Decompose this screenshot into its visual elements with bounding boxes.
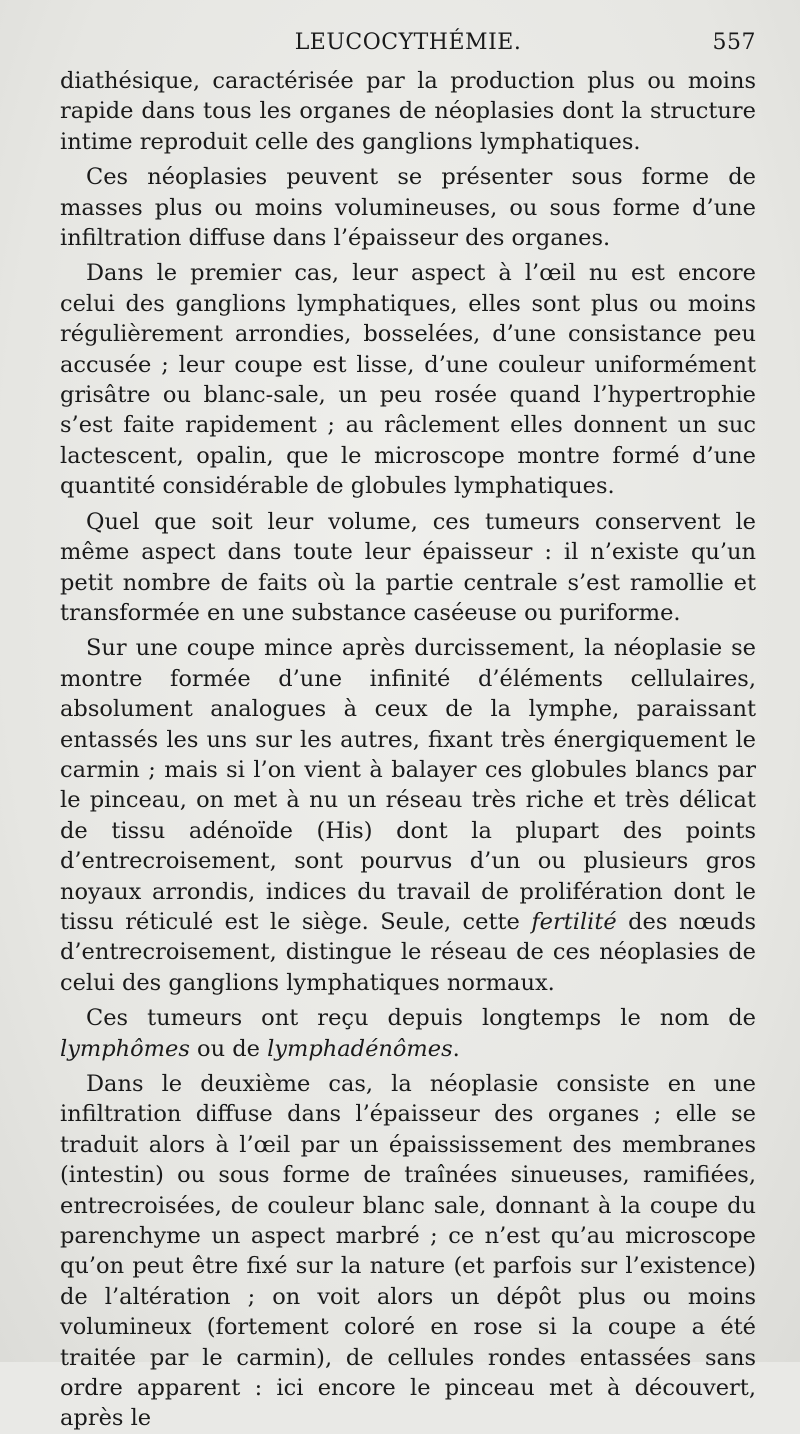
paragraph-6-text-b: ou de	[189, 1035, 268, 1062]
paragraph-5	[60, 633, 756, 998]
paragraph-6-text-c: .	[452, 1035, 460, 1062]
paragraph-6-emphasis-2: lymphadénômes	[267, 1035, 453, 1062]
page-header	[60, 30, 756, 66]
paragraph-3: Dans le premier cas, leur aspect à l’œil nu est encore celui des ganglions lymphatiques, elles sont plus ou moins régulièrement arrondies, bosselées, d’une consistance peu accusée ; leur coupe est lisse, d’une couleur uniformément grisâtre ou blanc-sale, un peu rosée quand l’hypertrophie s’est faite rapidement ; au râclement elles donnent un suc lactescent, opalin, que le microscope montre formé d’une quantité considérable de globules lymphatiques.	[60, 260, 756, 500]
paragraph-7: Dans le deuxième cas, la néoplasie consiste en une infiltration diffuse dans l’épaisseur des organes ; elle se traduit alors à l’œil par un épaississement des membranes (intestin) ou sous forme de traînées sinueuses, ramifiées, entrecroisées, de couleur blanc sale, donnant à la coupe du parenchyme un aspect marbré ; ce n’est qu’au microscope qu’on peut être fixé sur la nature (et parfois sur l’existence) de l’altération ; on voit alors un dépôt plus ou moins volumineux (fortement coloré en rose si la coupe a été traitée par le carmin), de cellules rondes entassées sans ordre apparent : ici encore le pinceau met à découvert, après le	[60, 1071, 756, 1432]
page-number: 557	[712, 30, 756, 55]
paragraph-6	[60, 1003, 756, 1064]
body-text	[60, 66, 756, 1434]
paragraph-4: Quel que soit leur volume, ces tumeurs conservent le même aspect dans toute leur épaisseur : il n’existe qu’un petit nombre de faits où la partie centrale s’est ramollie et transformée en une substance caséeuse ou puriforme.	[60, 508, 756, 626]
paragraph-5-text-a: Sur une coupe mince après durcissement, la néoplasie se montre formée d’une infinité d’éléments cellulaires, absolument analogues à ceux de la lymphe, paraissant entassés les uns sur les autres, fixant très énergiquement le carmin ; mais si l’on vient à balayer ces globules blancs par le pinceau, on met à nu un réseau très riche et très délicat de tissu adénoïde (His) dont la plupart des points d’entrecroisement, sont pourvus d’un ou plusieurs gros noyaux arrondis, indices du travail de prolifération dont le tissu réticulé est le siège. Seule, cette	[60, 635, 756, 935]
paragraph-2: Ces néoplasies peuvent se présenter sous forme de masses plus ou moins volumineuses, ou sous forme d’une infiltration diffuse dans l’épaisseur des organes.	[60, 164, 756, 252]
paragraph-6-text-a: Ces tumeurs ont reçu depuis longtemps le nom de	[86, 1005, 756, 1032]
paragraph-5-emphasis: fertilité	[531, 908, 617, 935]
paragraph-1: diathésique, caractérisée par la production plus ou moins rapide dans tous les organes de néoplasies dont la structure intime reproduit celle des ganglions lymphatiques.	[60, 68, 756, 155]
paragraph-5-text-b: des nœuds d’entrecroisement, distingue le réseau de ces néoplasies de celui des ganglions lymphatiques normaux.	[60, 908, 757, 996]
running-title: LEUCOCYTHÉMIE.	[294, 30, 522, 55]
paragraph-6-emphasis-1: lymphômes	[60, 1035, 190, 1062]
